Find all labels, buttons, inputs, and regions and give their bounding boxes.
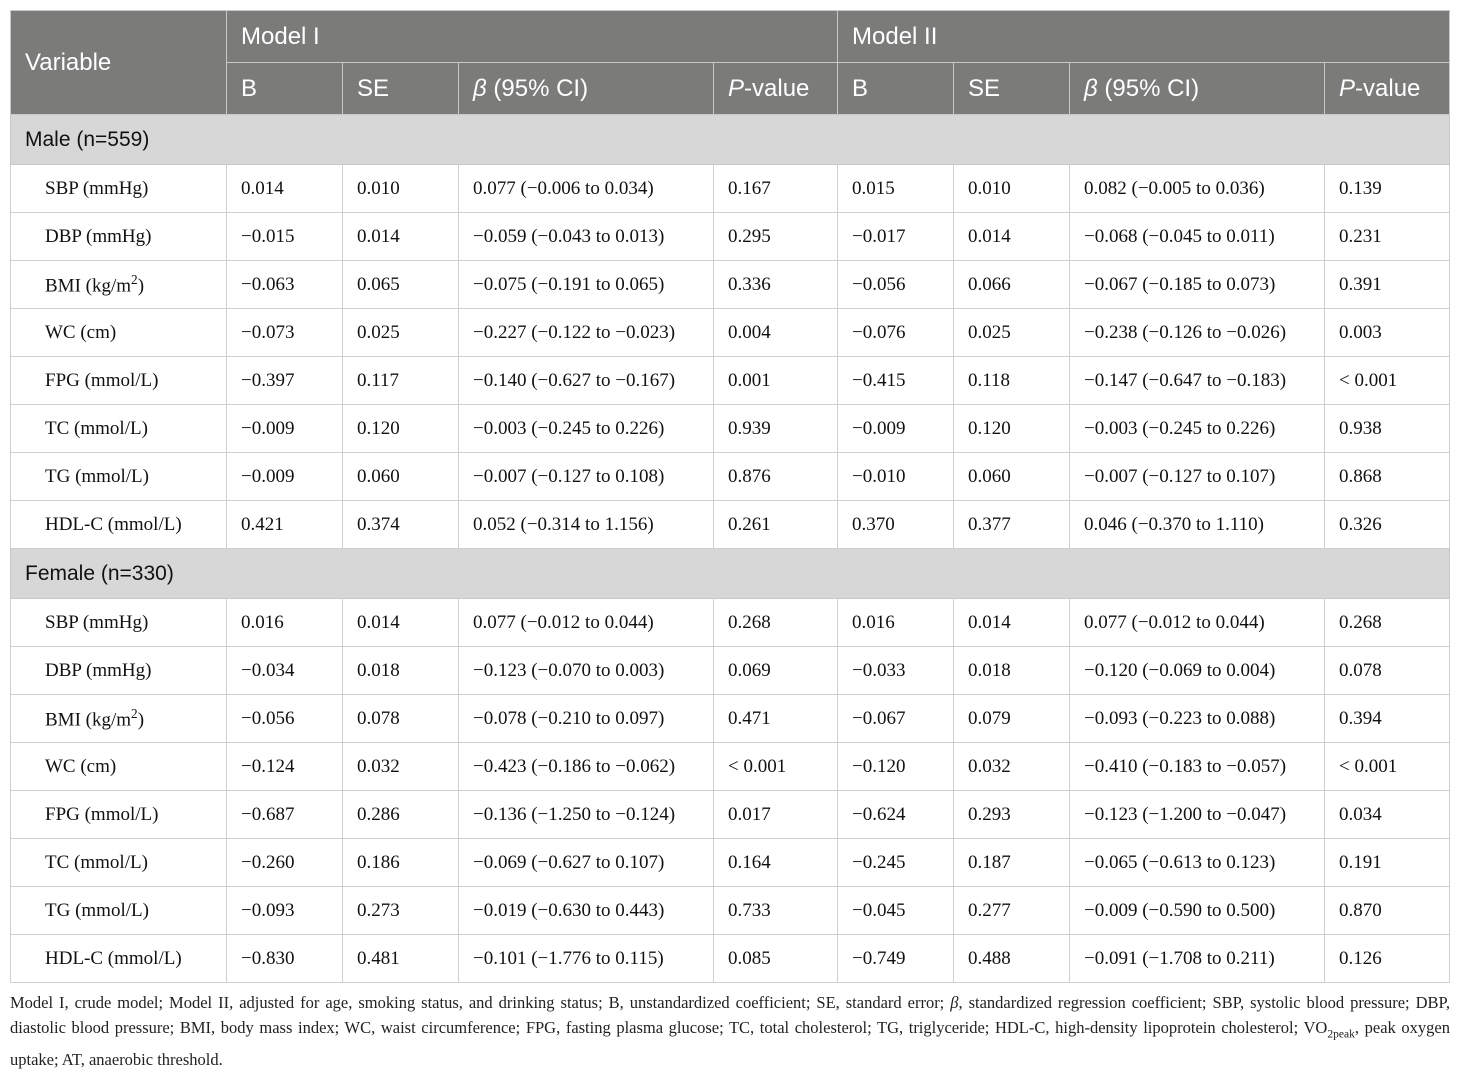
table-row [11, 501, 1450, 549]
variable-name: TC (mmol/L) [45, 851, 148, 873]
variable-cell [11, 357, 227, 405]
model1-se-cell: 0.120 [343, 405, 459, 453]
model2-se-cell: 0.018 [954, 647, 1070, 695]
model1-p-value-cell: 0.268 [714, 599, 838, 647]
model2-b-cell: −0.624 [838, 791, 954, 839]
model2-se-cell: 0.079 [954, 695, 1070, 743]
model1-p-value-cell: 0.004 [714, 309, 838, 357]
variable-cell [11, 743, 227, 791]
table-row [11, 405, 1450, 453]
model2-beta-ci-cell: −0.410 (−0.183 to −0.057) [1070, 743, 1325, 791]
table-row [11, 695, 1450, 743]
model2-p-value-cell: 0.394 [1325, 695, 1450, 743]
model2-p-value-cell: 0.034 [1325, 791, 1450, 839]
model2-beta-ci-cell: −0.147 (−0.647 to −0.183) [1070, 357, 1325, 405]
model2-p-value-cell: < 0.001 [1325, 357, 1450, 405]
model1-p-value-cell: 0.733 [714, 887, 838, 935]
model2-se-cell: 0.377 [954, 501, 1070, 549]
model1-p-value-cell: 0.336 [714, 261, 838, 309]
beta-symbol: β [1084, 74, 1098, 102]
model2-b-cell: −0.120 [838, 743, 954, 791]
model1-p-value-cell: 0.069 [714, 647, 838, 695]
model2-se-cell: 0.060 [954, 453, 1070, 501]
variable-name: HDL-C (mmol/L) [45, 513, 182, 535]
variable-name: BMI (kg/m [45, 275, 132, 297]
model1-b-cell: −0.073 [227, 309, 343, 357]
variable-superscript: 2 [131, 705, 138, 721]
table-footnote [10, 990, 1450, 1072]
variable-cell [11, 501, 227, 549]
p-value-label: -value [744, 74, 810, 102]
variable-tail: ) [137, 709, 145, 731]
model1-p-value-cell: 0.167 [714, 165, 838, 213]
model1-se-cell: 0.010 [343, 165, 459, 213]
model1-beta-ci-cell: −0.136 (−1.250 to −0.124) [459, 791, 714, 839]
model1-beta-ci-cell: −0.140 (−0.627 to −0.167) [459, 357, 714, 405]
variable-cell [11, 405, 227, 453]
model2-p-value-cell: 0.191 [1325, 839, 1450, 887]
footnote-vo-sub: 2peak [1327, 1028, 1355, 1041]
model2-p-header [1325, 63, 1450, 115]
model1-beta-ci-cell: −0.123 (−0.070 to 0.003) [459, 647, 714, 695]
model2-p-value-cell: 0.326 [1325, 501, 1450, 549]
model1-b-cell: 0.421 [227, 501, 343, 549]
table-row [11, 261, 1450, 309]
table-row [11, 791, 1450, 839]
model2-beta-ci-cell: −0.068 (−0.045 to 0.011) [1070, 213, 1325, 261]
model2-se-cell: 0.277 [954, 887, 1070, 935]
model2-p-value-cell: 0.126 [1325, 935, 1450, 983]
variable-cell [11, 453, 227, 501]
model2-se-cell: 0.032 [954, 743, 1070, 791]
variable-cell [11, 261, 227, 309]
footnote-part1: Model I, crude model; Model II, adjusted for age, smoking status, and drinking status; B, unstandardized coefficient; SE, standard error; [10, 993, 951, 1012]
model2-p-value-cell: 0.391 [1325, 261, 1450, 309]
model2-se-cell: 0.488 [954, 935, 1070, 983]
variable-cell [11, 647, 227, 695]
model1-p-value-cell: < 0.001 [714, 743, 838, 791]
model2-beta-ci-cell: 0.046 (−0.370 to 1.110) [1070, 501, 1325, 549]
model1-se-cell: 0.032 [343, 743, 459, 791]
model1-p-value-cell: 0.876 [714, 453, 838, 501]
model2-p-value-cell: < 0.001 [1325, 743, 1450, 791]
model1-se-cell: 0.025 [343, 309, 459, 357]
model2-b-cell: −0.415 [838, 357, 954, 405]
model2-beta-ci-cell: 0.082 (−0.005 to 0.036) [1070, 165, 1325, 213]
p-symbol: P [1339, 74, 1356, 102]
variable-name: BMI (kg/m [45, 709, 132, 731]
model2-b-cell: −0.056 [838, 261, 954, 309]
table-row [11, 935, 1450, 983]
model1-beta-ci-cell: −0.003 (−0.245 to 0.226) [459, 405, 714, 453]
model1-b-cell: −0.015 [227, 213, 343, 261]
variable-tail: ) [137, 275, 145, 297]
variable-name: SBP (mmHg) [45, 611, 149, 633]
model2-se-cell: 0.025 [954, 309, 1070, 357]
model1-beta-ci-cell: 0.077 (−0.006 to 0.034) [459, 165, 714, 213]
model2-beta-ci-cell: 0.077 (−0.012 to 0.044) [1070, 599, 1325, 647]
variable-column-header: Variable [11, 11, 227, 115]
model1-beta-header [459, 63, 714, 115]
model1-p-value-cell: 0.295 [714, 213, 838, 261]
group-row [11, 115, 1450, 165]
model1-b-cell: −0.830 [227, 935, 343, 983]
beta-ci-label: (95% CI) [486, 74, 589, 102]
model1-beta-ci-cell: −0.069 (−0.627 to 0.107) [459, 839, 714, 887]
model1-b-header: B [227, 63, 343, 115]
model1-b-cell: −0.056 [227, 695, 343, 743]
model2-beta-ci-cell: −0.093 (−0.223 to 0.088) [1070, 695, 1325, 743]
model2-p-value-cell: 0.139 [1325, 165, 1450, 213]
model1-se-cell: 0.014 [343, 213, 459, 261]
variable-cell [11, 839, 227, 887]
model2-beta-ci-cell: −0.007 (−0.127 to 0.107) [1070, 453, 1325, 501]
model2-se-cell: 0.293 [954, 791, 1070, 839]
model2-beta-ci-cell: −0.009 (−0.590 to 0.500) [1070, 887, 1325, 935]
model1-se-header: SE [343, 63, 459, 115]
variable-name: DBP (mmHg) [45, 225, 152, 247]
model2-p-value-cell: 0.231 [1325, 213, 1450, 261]
footnote-part2: , standardized regression coefficient; SBP, systolic blood pressure; DBP, diastolic blood pressure; BMI, body mass index; WC, waist circumference; FPG, fasting plasma glucose; TC, total cholesterol; TG, triglyceride; HDL-C, high-density lipoprotein cholesterol; VO [10, 993, 1450, 1037]
model2-se-cell: 0.010 [954, 165, 1070, 213]
model2-p-value-cell: 0.078 [1325, 647, 1450, 695]
model1-se-cell: 0.286 [343, 791, 459, 839]
model1-beta-ci-cell: −0.101 (−1.776 to 0.115) [459, 935, 714, 983]
model1-p-value-cell: 0.001 [714, 357, 838, 405]
table-row [11, 647, 1450, 695]
model1-beta-ci-cell: −0.059 (−0.043 to 0.013) [459, 213, 714, 261]
variable-name: TC (mmol/L) [45, 417, 148, 439]
variable-cell [11, 599, 227, 647]
model2-beta-ci-cell: −0.091 (−1.708 to 0.211) [1070, 935, 1325, 983]
model1-p-value-cell: 0.471 [714, 695, 838, 743]
table-row [11, 839, 1450, 887]
variable-cell [11, 887, 227, 935]
model1-p-value-cell: 0.017 [714, 791, 838, 839]
model2-p-value-cell: 0.868 [1325, 453, 1450, 501]
footnote-part3: , peak oxygen uptake; AT, anaerobic threshold. [10, 1018, 1450, 1070]
variable-cell [11, 791, 227, 839]
footnote-beta: β [950, 993, 959, 1012]
variable-name: WC (cm) [45, 755, 117, 777]
table-row [11, 453, 1450, 501]
model2-beta-ci-cell: −0.003 (−0.245 to 0.226) [1070, 405, 1325, 453]
variable-name: TG (mmol/L) [45, 465, 149, 487]
model2-p-value-cell: 0.003 [1325, 309, 1450, 357]
variable-name: WC (cm) [45, 321, 117, 343]
model2-b-cell: −0.009 [838, 405, 954, 453]
model2-beta-ci-cell: −0.120 (−0.069 to 0.004) [1070, 647, 1325, 695]
variable-cell [11, 213, 227, 261]
model2-p-value-cell: 0.870 [1325, 887, 1450, 935]
model2-p-value-cell: 0.938 [1325, 405, 1450, 453]
model1-se-cell: 0.273 [343, 887, 459, 935]
model1-p-value-cell: 0.085 [714, 935, 838, 983]
model2-se-cell: 0.014 [954, 599, 1070, 647]
model1-b-cell: −0.009 [227, 453, 343, 501]
model2-b-cell: 0.015 [838, 165, 954, 213]
model1-se-cell: 0.186 [343, 839, 459, 887]
model2-b-cell: −0.033 [838, 647, 954, 695]
model2-beta-ci-cell: −0.238 (−0.126 to −0.026) [1070, 309, 1325, 357]
model2-se-cell: 0.187 [954, 839, 1070, 887]
model2-se-cell: 0.066 [954, 261, 1070, 309]
variable-name: DBP (mmHg) [45, 659, 152, 681]
model2-se-header: SE [954, 63, 1070, 115]
p-value-label: -value [1355, 74, 1421, 102]
regression-table-container [10, 10, 1449, 983]
model2-b-cell: −0.045 [838, 887, 954, 935]
table-row [11, 887, 1450, 935]
model2-b-cell: 0.016 [838, 599, 954, 647]
model1-p-value-cell: 0.164 [714, 839, 838, 887]
model2-b-cell: −0.010 [838, 453, 954, 501]
model2-b-cell: −0.245 [838, 839, 954, 887]
model2-se-cell: 0.118 [954, 357, 1070, 405]
model1-b-cell: −0.034 [227, 647, 343, 695]
variable-name: FPG (mmol/L) [45, 369, 159, 391]
beta-symbol: β [473, 74, 487, 102]
variable-cell [11, 165, 227, 213]
model1-se-cell: 0.078 [343, 695, 459, 743]
variable-name: FPG (mmol/L) [45, 803, 159, 825]
model1-beta-ci-cell: −0.019 (−0.630 to 0.443) [459, 887, 714, 935]
model1-b-cell: −0.260 [227, 839, 343, 887]
table-row [11, 309, 1450, 357]
table-row [11, 165, 1450, 213]
model2-header: Model II [838, 11, 1450, 63]
model1-se-cell: 0.481 [343, 935, 459, 983]
model1-b-cell: −0.124 [227, 743, 343, 791]
beta-ci-label: (95% CI) [1097, 74, 1200, 102]
model1-beta-ci-cell: −0.227 (−0.122 to −0.023) [459, 309, 714, 357]
regression-table [10, 10, 1450, 983]
variable-superscript: 2 [131, 271, 138, 287]
model1-p-header [714, 63, 838, 115]
table-row [11, 357, 1450, 405]
model1-b-cell: −0.063 [227, 261, 343, 309]
model1-b-cell: −0.687 [227, 791, 343, 839]
table-row [11, 213, 1450, 261]
model1-p-value-cell: 0.261 [714, 501, 838, 549]
model2-beta-ci-cell: −0.065 (−0.613 to 0.123) [1070, 839, 1325, 887]
model1-beta-ci-cell: −0.007 (−0.127 to 0.108) [459, 453, 714, 501]
model1-se-cell: 0.065 [343, 261, 459, 309]
variable-cell [11, 935, 227, 983]
model1-beta-ci-cell: 0.052 (−0.314 to 1.156) [459, 501, 714, 549]
group-label: Male (n=559) [11, 115, 1450, 165]
group-row [11, 549, 1450, 599]
model1-beta-ci-cell: −0.078 (−0.210 to 0.097) [459, 695, 714, 743]
model1-se-cell: 0.374 [343, 501, 459, 549]
table-header [11, 11, 1450, 115]
model1-se-cell: 0.018 [343, 647, 459, 695]
table-row [11, 599, 1450, 647]
model2-b-header: B [838, 63, 954, 115]
model2-beta-ci-cell: −0.123 (−1.200 to −0.047) [1070, 791, 1325, 839]
model2-se-cell: 0.120 [954, 405, 1070, 453]
model2-beta-ci-cell: −0.067 (−0.185 to 0.073) [1070, 261, 1325, 309]
model2-b-cell: −0.749 [838, 935, 954, 983]
model2-b-cell: 0.370 [838, 501, 954, 549]
model1-p-value-cell: 0.939 [714, 405, 838, 453]
model1-se-cell: 0.117 [343, 357, 459, 405]
table-body [11, 115, 1450, 983]
group-label: Female (n=330) [11, 549, 1450, 599]
model1-b-cell: −0.009 [227, 405, 343, 453]
model1-b-cell: 0.016 [227, 599, 343, 647]
model1-se-cell: 0.060 [343, 453, 459, 501]
variable-name: HDL-C (mmol/L) [45, 947, 182, 969]
model2-b-cell: −0.067 [838, 695, 954, 743]
model1-beta-ci-cell: −0.423 (−0.186 to −0.062) [459, 743, 714, 791]
variable-cell [11, 309, 227, 357]
model2-b-cell: −0.076 [838, 309, 954, 357]
model1-b-cell: 0.014 [227, 165, 343, 213]
p-symbol: P [728, 74, 745, 102]
model1-header: Model I [227, 11, 838, 63]
model1-b-cell: −0.093 [227, 887, 343, 935]
variable-cell [11, 695, 227, 743]
model1-beta-ci-cell: 0.077 (−0.012 to 0.044) [459, 599, 714, 647]
model1-se-cell: 0.014 [343, 599, 459, 647]
model1-beta-ci-cell: −0.075 (−0.191 to 0.065) [459, 261, 714, 309]
variable-name: TG (mmol/L) [45, 899, 149, 921]
model1-b-cell: −0.397 [227, 357, 343, 405]
model2-p-value-cell: 0.268 [1325, 599, 1450, 647]
table-row [11, 743, 1450, 791]
model2-b-cell: −0.017 [838, 213, 954, 261]
variable-name: SBP (mmHg) [45, 177, 149, 199]
model2-se-cell: 0.014 [954, 213, 1070, 261]
model2-beta-header [1070, 63, 1325, 115]
